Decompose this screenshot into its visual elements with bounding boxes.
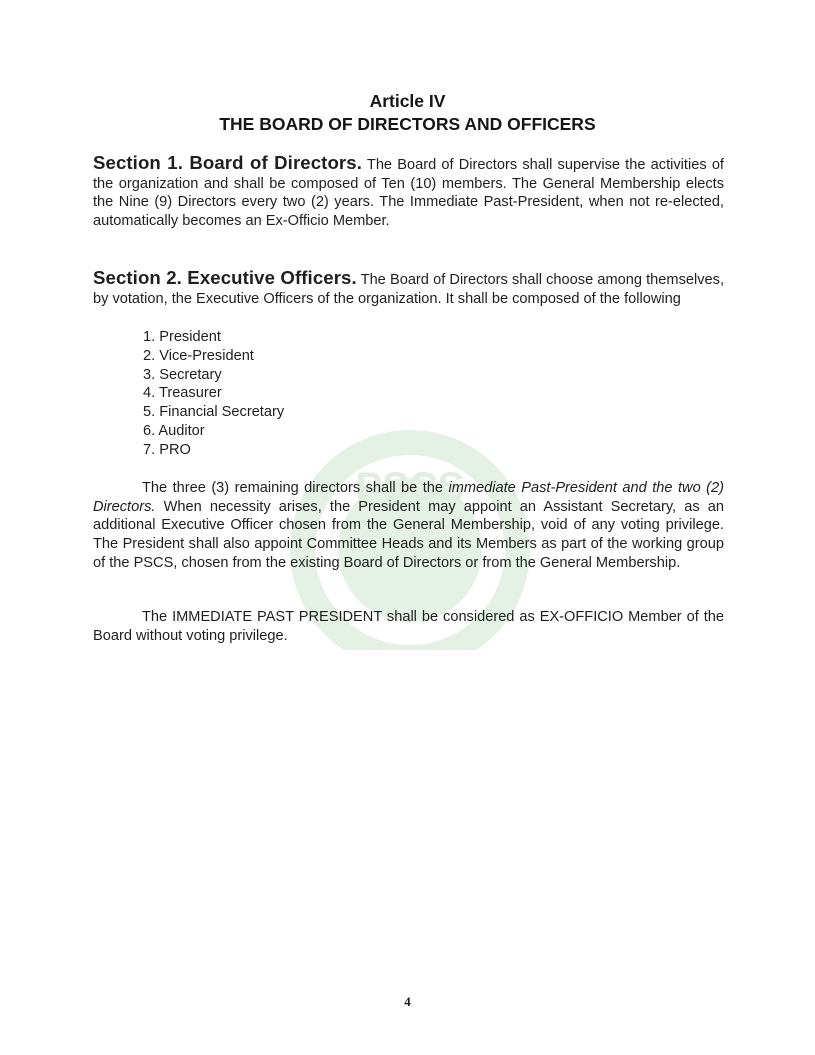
- remaining-directors-paragraph: [93, 479, 724, 573]
- section-1-paragraph: [93, 154, 724, 231]
- executive-officers-list: [143, 328, 284, 460]
- section-2-paragraph: [93, 269, 724, 308]
- list-item: 4. Treasurer: [143, 385, 222, 402]
- section-2-heading: Section 2. Executive Officers.: [93, 267, 357, 288]
- article-title: THE BOARD OF DIRECTORS AND OFFICERS: [219, 114, 596, 134]
- list-item: 5. Financial Secretary: [143, 404, 285, 421]
- section-1-heading: Section 1. Board of Directors.: [93, 152, 362, 173]
- list-item: 6. Auditor: [143, 422, 205, 439]
- list-item: 2. Vice-President: [143, 347, 254, 364]
- section-2-body: The Board of Directors shall choose among themselves, by votation, the Executive Officers of the organization. It shall be composed of the following: [93, 272, 724, 307]
- list-item: 1. President: [143, 329, 221, 345]
- past-president-paragraph: The IMMEDIATE PAST PRESIDENT shall be considered as EX-OFFICIO Member of the Board without voting privilege.: [93, 609, 724, 644]
- list-item: 3. Secretary: [143, 366, 222, 383]
- section-1-body: The Board of Directors shall supervise the activities of the organization and shall be composed of Ten (10) members. The General Membership elects the Nine (9) Directors every two (2) years. The Immediate Past-President, when not re-elected, automatically becomes an Ex-Officio Member.: [93, 157, 724, 230]
- page-number: 4: [404, 994, 411, 1009]
- paragraph-3-italic: immediate Past-President and the two (2) Directors.: [93, 480, 724, 515]
- paragraph-3-rest: When necessity arises, the President may appoint an Assistant Secretary, as an additional Executive Officer chosen from the General Membership, void of any voting privilege. The President shall also appoint Committee Heads and its Members as part of the working group of the PSCS, chosen from the existing Board of Directors or from the General Membership.: [93, 498, 724, 571]
- svg-text:PSCS: PSCS: [355, 465, 465, 509]
- paragraph-3-lead: The three (3) remaining directors shall be the: [142, 480, 444, 496]
- list-item: 7. PRO: [143, 441, 191, 458]
- article-number: Article IV: [369, 91, 446, 111]
